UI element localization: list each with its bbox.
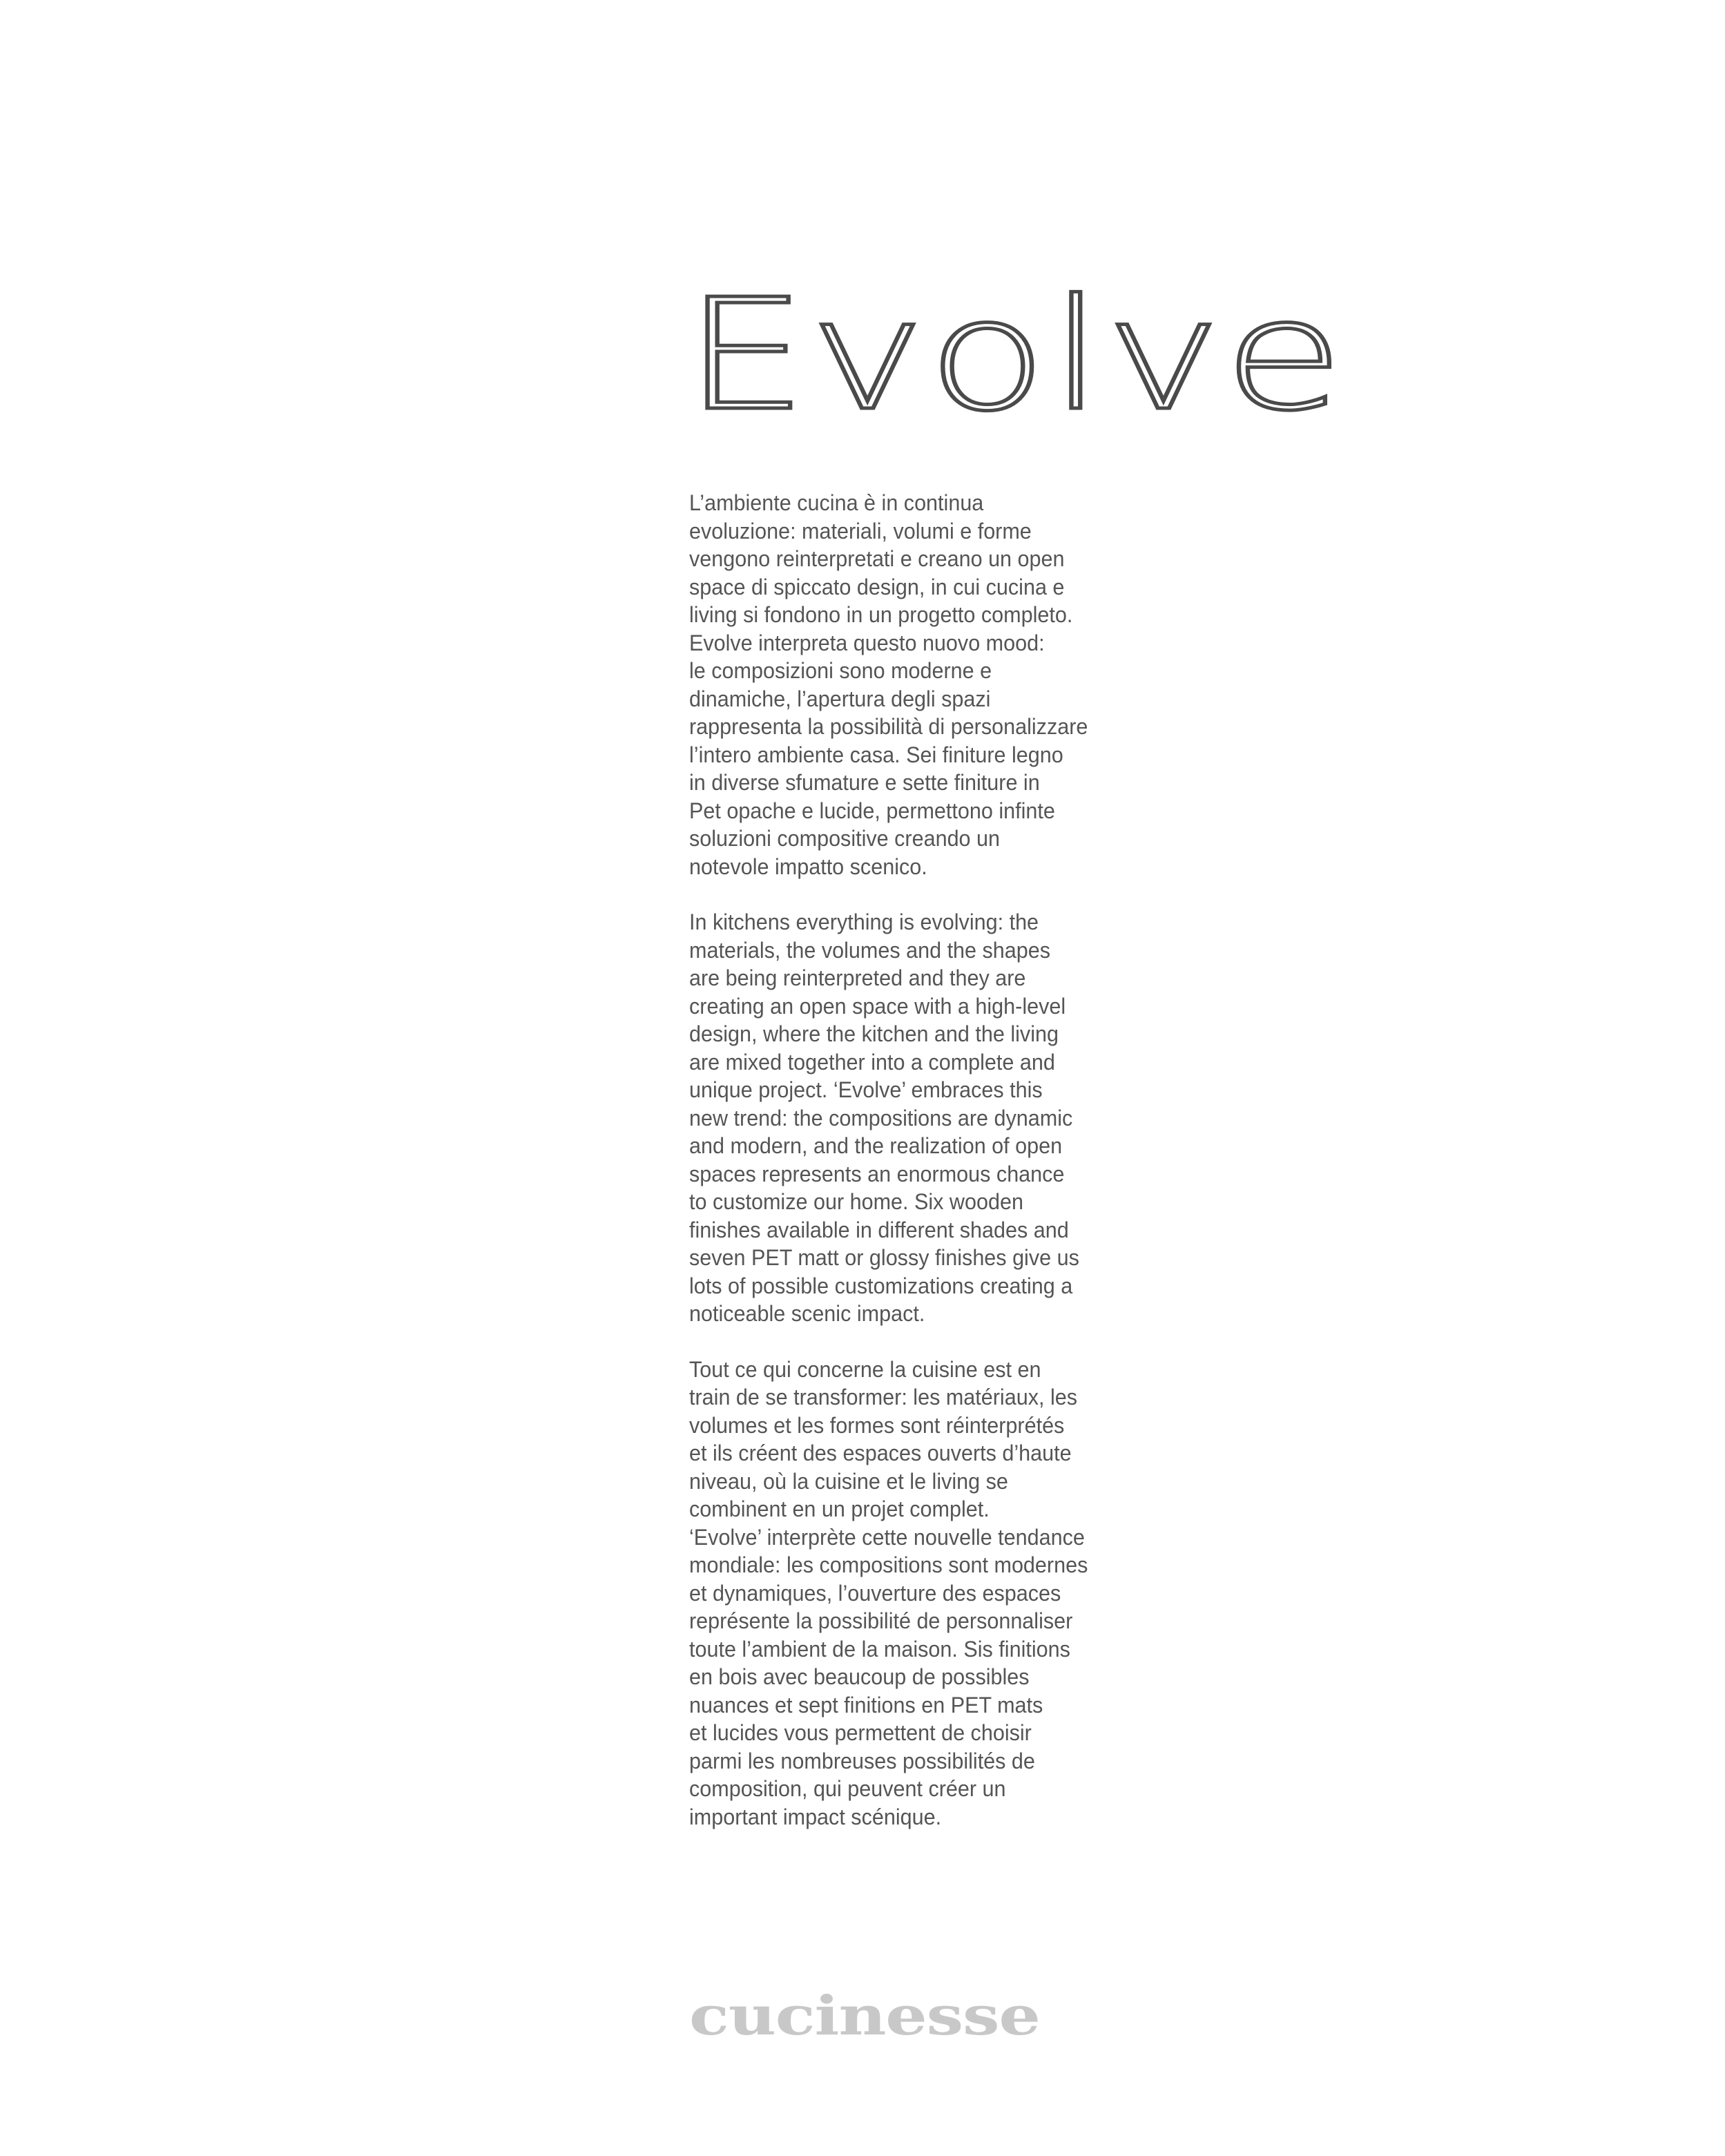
- text-line: new trend: the compositions are dynamic: [689, 1105, 1073, 1130]
- text-line: Tout ce qui concerne la cuisine est en: [689, 1356, 1041, 1382]
- text-line: and modern, and the realization of open: [689, 1133, 1063, 1158]
- text-line: train de se transformer: les matériaux, les: [689, 1385, 1078, 1409]
- text-line: vengono reinterpretati e creano un open: [689, 546, 1065, 571]
- text-line: Evolve interpreta questo nuovo mood:: [689, 630, 1045, 655]
- text-line: en bois avec beaucoup de possibles: [689, 1664, 1030, 1689]
- text-line: mondiale: les compositions sont modernes: [689, 1552, 1088, 1577]
- text-line: nuances et sept finitions en PET mats: [689, 1692, 1043, 1717]
- text-line: noticeable scenic impact.: [689, 1301, 925, 1326]
- text-line: niveau, où la cuisine et le living se: [689, 1468, 1008, 1494]
- text-line: seven PET matt or glossy finishes give us: [689, 1245, 1079, 1270]
- text-line: design, where the kitchen and the living: [689, 1021, 1059, 1046]
- text-line: unique project. ‘Evolve’ embraces this: [689, 1077, 1043, 1102]
- text-line: materials, the volumes and the shapes: [689, 937, 1051, 963]
- text-line: to customize our home. Six wooden: [689, 1189, 1023, 1214]
- text-line: toute l’ambient de la maison. Sis finitions: [689, 1636, 1070, 1662]
- text-line: evoluzione: materiali, volumi e forme: [689, 518, 1032, 543]
- text-line: l’intero ambiente casa. Sei finiture legno: [689, 742, 1063, 767]
- text-line: lots of possible customizations creating a: [689, 1273, 1073, 1298]
- text-line: in diverse sfumature e sette finiture in: [689, 770, 1040, 795]
- text-line: creating an open space with a high-level: [689, 993, 1066, 1019]
- brand-logo: cucinesse: [689, 1985, 1040, 2048]
- text-line: composition, qui peuvent créer un: [689, 1776, 1006, 1801]
- text-line: space di spiccato design, in cui cucina e: [689, 574, 1065, 599]
- text-line: important impact scénique.: [689, 1804, 942, 1829]
- text-line: représente la possibilité de personnaliser: [689, 1608, 1073, 1633]
- paragraph-italian: [689, 489, 1157, 880]
- text-line: et dynamiques, l’ouverture des espaces: [689, 1580, 1061, 1606]
- paragraph-english: [689, 908, 1157, 1328]
- page-title: Evolve: [684, 267, 1346, 445]
- text-line: finishes available in different shades and: [689, 1217, 1069, 1242]
- text-line: living si fondono in un progetto completo.: [689, 602, 1073, 627]
- paragraph-french: [689, 1356, 1157, 1831]
- text-line: et lucides vous permettent de choisir: [689, 1720, 1032, 1745]
- text-line: et ils créent des espaces ouverts d’haute: [689, 1441, 1072, 1465]
- text-line: volumes et les formes sont réinterprétés: [689, 1412, 1065, 1438]
- text-line: combinent en un projet complet.: [689, 1496, 990, 1521]
- text-line: are being reinterpreted and they are: [689, 965, 1026, 990]
- text-line: dinamiche, l’apertura degli spazi: [689, 686, 991, 711]
- text-line: notevole impatto scenico.: [689, 854, 927, 879]
- text-line: Pet opache e lucide, permettono infinte: [689, 798, 1055, 823]
- text-line: le composizioni sono moderne e: [689, 658, 992, 683]
- text-line: parmi les nombreuses possibilités de: [689, 1748, 1035, 1773]
- text-line: soluzioni compositive creando un: [689, 826, 1001, 851]
- body-text: [689, 489, 1186, 1858]
- text-line: rappresenta la possibilità di personalizzare: [689, 714, 1088, 739]
- text-line: In kitchens everything is evolving: the: [689, 909, 1039, 934]
- text-line: ‘Evolve’ interprète cette nouvelle tendance: [689, 1524, 1085, 1550]
- text-line: are mixed together into a complete and: [689, 1049, 1055, 1075]
- text-line: L’ambiente cucina è in continua: [689, 490, 984, 515]
- text-line: spaces represents an enormous chance: [689, 1161, 1065, 1186]
